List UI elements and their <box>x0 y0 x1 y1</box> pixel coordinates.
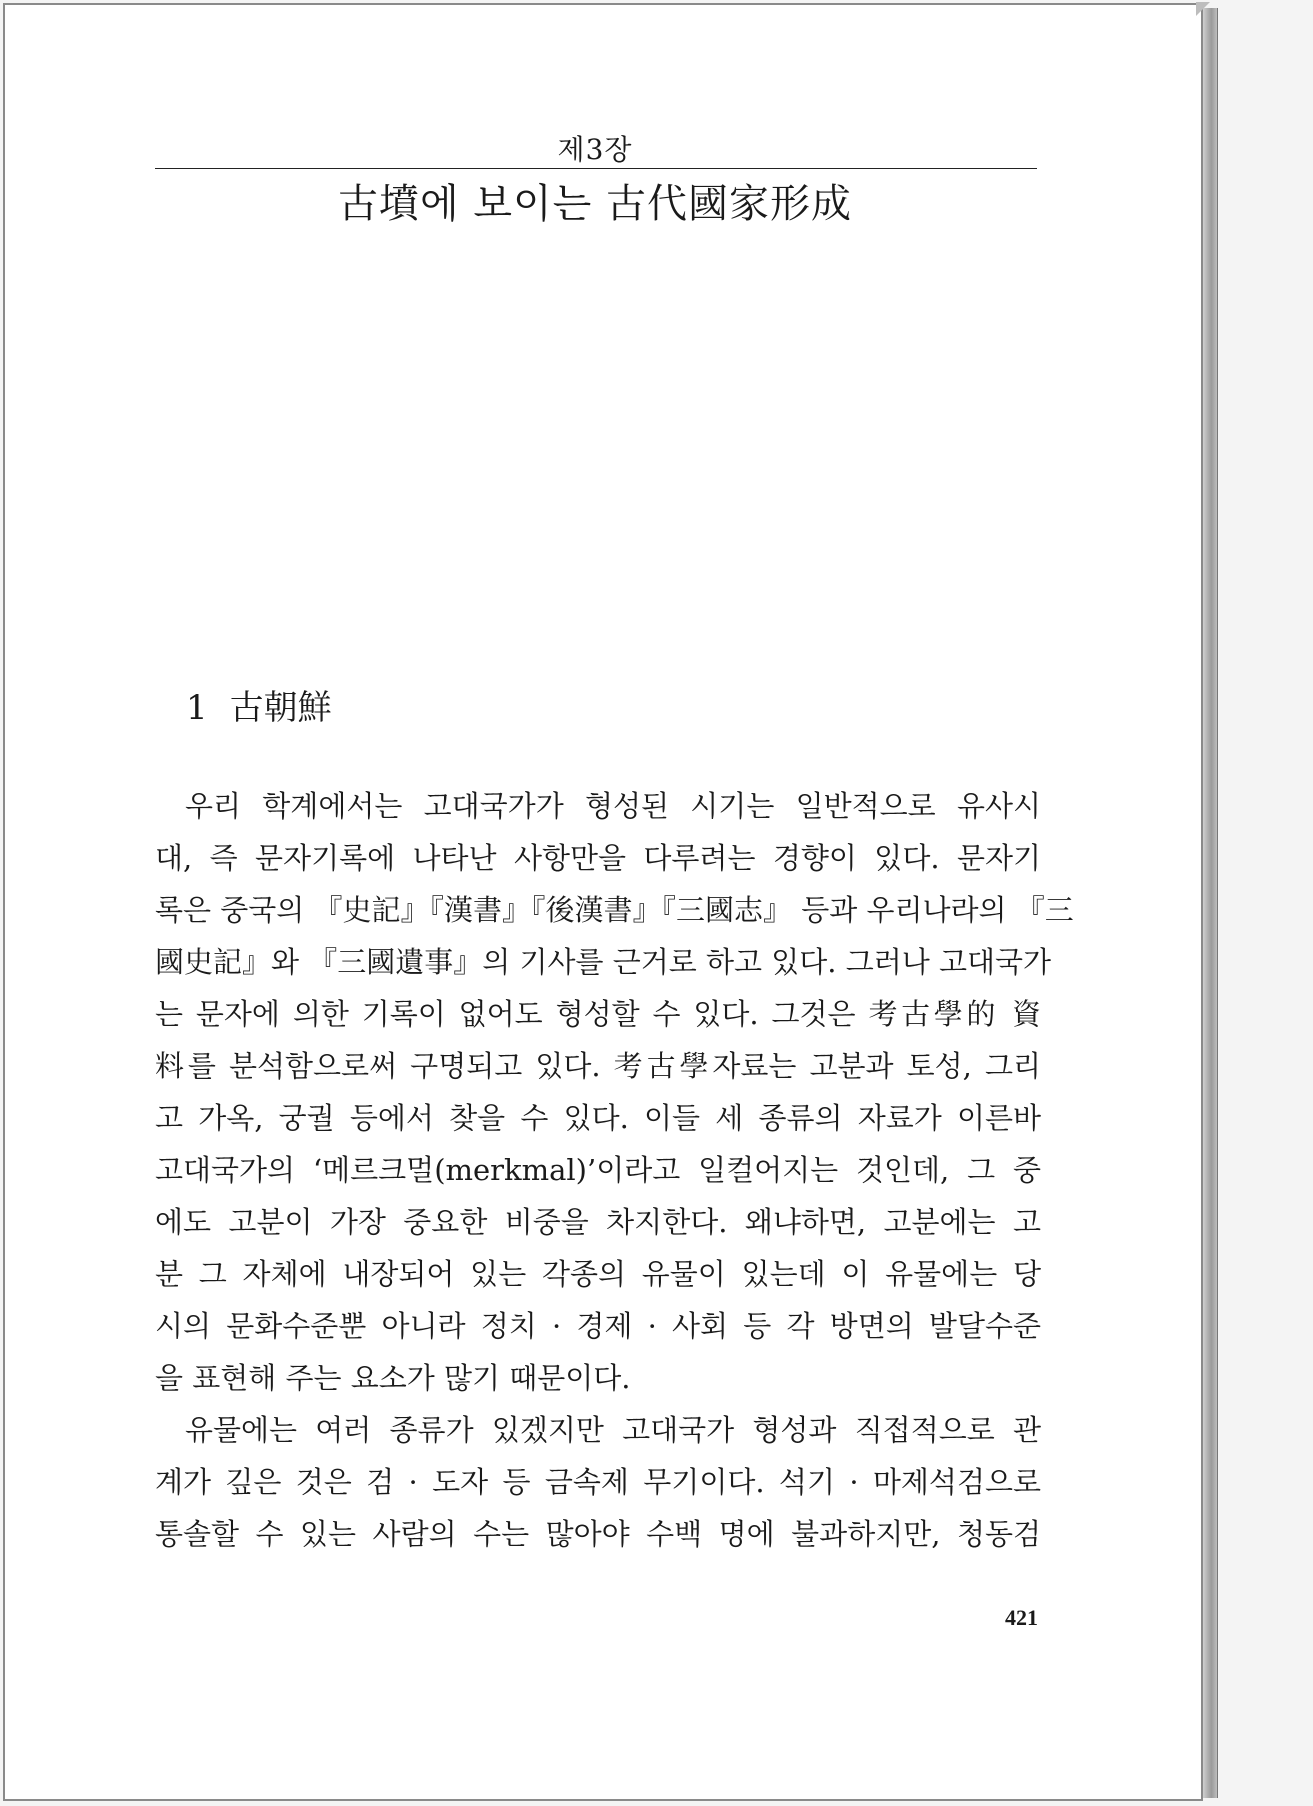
text-line: 분 그 자체에 내장되어 있는 각종의 유물이 있는데 이 유물에는 당 <box>155 1257 1041 1291</box>
section-heading <box>186 680 332 729</box>
text-line: 을 표현해 주는 요소가 많기 때문이다. <box>155 1361 631 1395</box>
chapter-title: 古墳에 보이는 古代國家形成 <box>338 181 852 227</box>
text-line: 록은 중국의 『史記』『漢書』『後漢書』『三國志』 등과 우리나라의 『三 <box>155 893 1074 927</box>
text-line: 시의 문화수준뿐 아니라 정치 · 경제 · 사회 등 각 방면의 발달수준 <box>155 1309 1041 1343</box>
page-number: 421 <box>1005 1605 1038 1630</box>
text-line: 통솔할 수 있는 사람의 수는 많아야 수백 명에 불과하지만, 청동검 <box>155 1517 1041 1551</box>
text-line: 國史記』와 『三國遺事』의 기사를 근거로 하고 있다. 그러나 고대국가 <box>155 945 1052 979</box>
chapter-label: 제3장 <box>557 133 633 166</box>
text-line: 고 가옥, 궁궐 등에서 찾을 수 있다. 이들 세 종류의 자료가 이른바 <box>155 1101 1041 1135</box>
chapter-divider <box>155 168 1037 169</box>
section-number: 1 <box>186 688 208 728</box>
text-line: 유물에는 여러 종류가 있겠지만 고대국가 형성과 직접적으로 관 <box>185 1413 1041 1447</box>
page-corner-fold <box>1196 2 1210 16</box>
text-line: 대, 즉 문자기록에 나타난 사항만을 다루려는 경향이 있다. 문자기 <box>155 841 1041 875</box>
text-line: 料를 분석함으로써 구명되고 있다. 考古學자료는 고분과 토성, 그리 <box>155 1049 1041 1083</box>
text-line: 우리 학계에서는 고대국가가 형성된 시기는 일반적으로 유사시 <box>185 789 1041 823</box>
page-edge <box>1203 8 1218 1798</box>
text-line: 는 문자에 의한 기록이 없어도 형성할 수 있다. 그것은 考古學的 資 <box>155 997 1041 1031</box>
section-title: 古朝鮮 <box>229 688 332 728</box>
text-line: 계가 깊은 것은 검 · 도자 등 금속제 무기이다. 석기 · 마제석검으로 <box>155 1465 1041 1499</box>
text-line: 에도 고분이 가장 중요한 비중을 차지한다. 왜냐하면, 고분에는 고 <box>155 1205 1041 1239</box>
body-text <box>155 780 1074 1560</box>
text-line: 고대국가의 ‘메르크멀(merkmal)’이라고 일컬어지는 것인데, 그 중 <box>155 1153 1041 1187</box>
